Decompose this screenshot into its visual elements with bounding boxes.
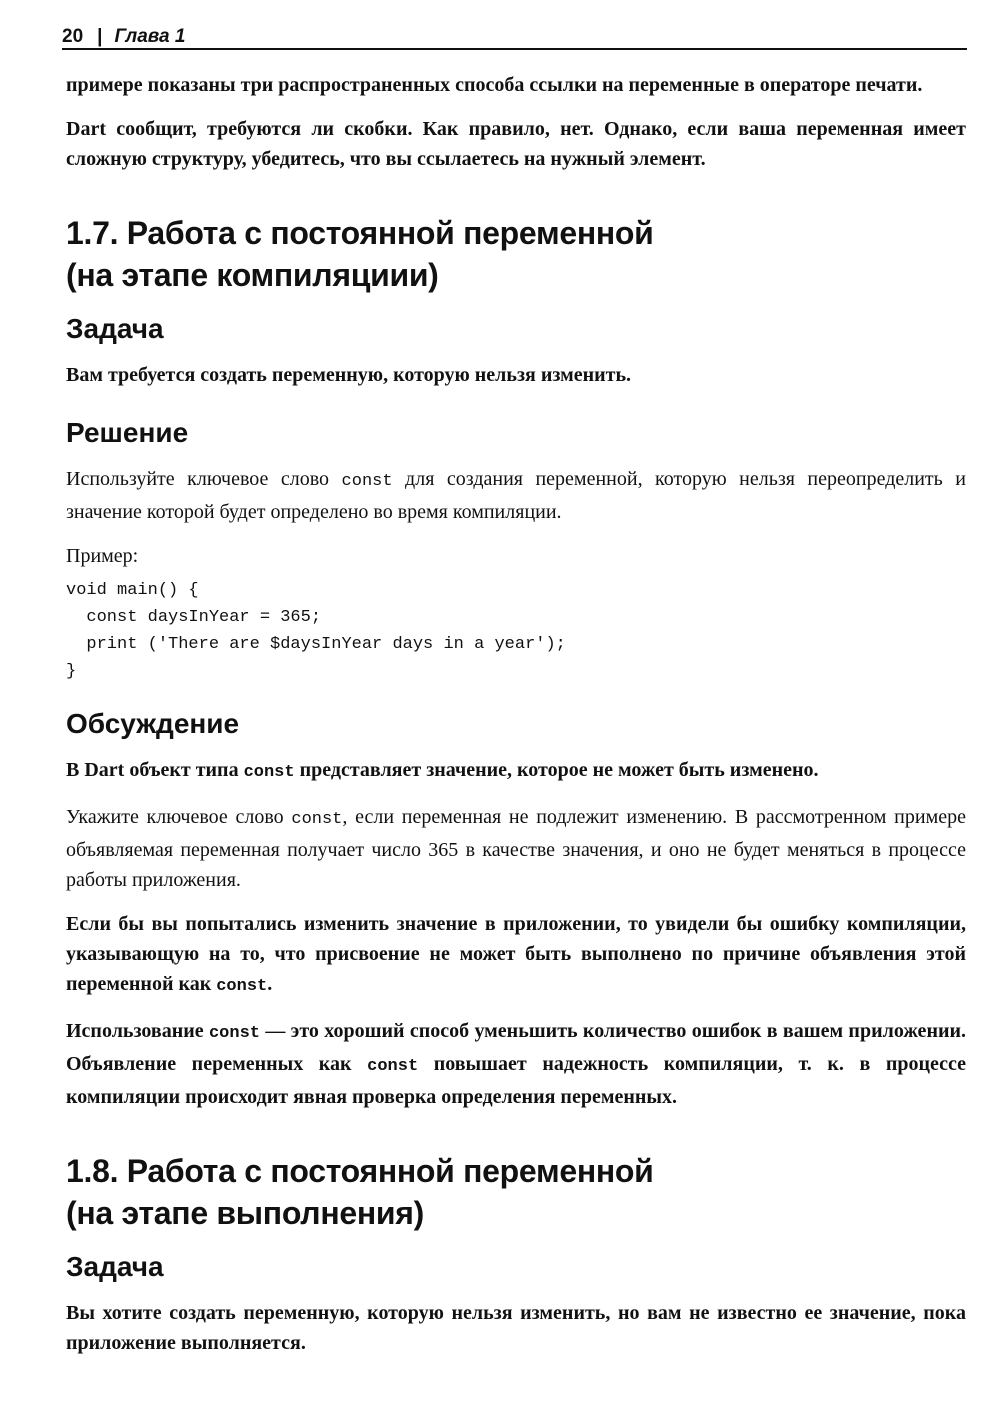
task-heading: Задача	[66, 1251, 164, 1282]
discussion-heading: Обсуждение	[66, 708, 240, 739]
discussion-paragraph-4	[66, 1016, 966, 1112]
task-text: Вам требуется создать переменную, которую нельзя изменить.	[66, 364, 632, 386]
code-line: void main() {	[66, 581, 199, 600]
discussion-paragraph-1	[66, 755, 966, 788]
running-header	[62, 26, 967, 50]
intro-paragraph-2: Dart сообщит, требуются ли скобки. Как правило, нет. Однако, если ваша переменная имеет сложную структуру, убедитесь, что вы ссылаетесь на нужный элемент.	[66, 118, 966, 170]
section-title-line: 1.8. Работа с постоянной переменной	[66, 1153, 654, 1189]
chapter-title: Глава 1	[114, 26, 186, 47]
intro-paragraph-1: примере показаны три распространенных способа ссылки на переменные в операторе печати.	[66, 74, 923, 96]
code-line: }	[66, 662, 77, 681]
code-block	[66, 577, 966, 685]
page-content	[66, 70, 966, 1372]
inline-code: const	[208, 1024, 260, 1043]
discussion-paragraph-3	[66, 909, 966, 1002]
text-run: , если переменная не подлежит изменению. В рассмотренном примере объявляемая переменная получает число 365 в качестве значения, и оно не будет меняться в процессе работы приложения.	[66, 806, 966, 891]
text-run: для создания переменной, которую нельзя переопределить и значение которой будет определено во время компиляции.	[66, 468, 966, 523]
inline-code: const	[243, 763, 295, 782]
text-run: .	[267, 973, 273, 995]
text-run: В Dart объект типа	[66, 759, 244, 781]
solution-heading: Решение	[66, 417, 189, 448]
header-separator: |	[97, 26, 103, 47]
section-title-line: (на этапе компиляциии)	[66, 257, 439, 293]
inline-code: const	[367, 1057, 419, 1076]
section-title-line: 1.7. Работа с постоянной переменной	[66, 215, 654, 251]
task-text: Вы хотите создать переменную, которую нельзя изменить, но вам не известно ее значение, пока приложение выполняется.	[66, 1302, 966, 1354]
code-line: const daysInYear = 365;	[66, 608, 322, 627]
text-run: Если бы вы попытались изменить значение в приложении, то увидели бы ошибку компиляции, указывающую на то, что присвоение не может быть выполнено по причине объявления этой переменной как	[66, 913, 966, 995]
text-run: Использование	[66, 1020, 209, 1042]
inline-code: const	[291, 810, 343, 829]
text-run: — это хороший способ уменьшить количество ошибок в вашем приложении. Объявление переменных как	[66, 1020, 967, 1075]
code-line: print ('There are $daysInYear days in a year');	[66, 635, 566, 654]
inline-code: const	[341, 472, 393, 491]
example-label: Пример:	[66, 545, 139, 567]
discussion-paragraph-2	[66, 802, 966, 895]
text-run: представляет значение, которое не может быть изменено.	[294, 759, 819, 781]
text-run: повышает надежность компиляции, т. к. в процессе компиляции происходит явная проверка определения переменных.	[66, 1053, 966, 1108]
text-run: Укажите ключевое слово	[66, 806, 292, 828]
inline-code: const	[216, 977, 268, 996]
page-number: 20	[62, 26, 84, 47]
section-1-7-title	[66, 212, 966, 296]
solution-paragraph	[66, 464, 966, 527]
section-1-8-title	[66, 1150, 966, 1234]
text-run: Используйте ключевое слово	[66, 468, 342, 490]
task-heading: Задача	[66, 313, 164, 344]
section-title-line: (на этапе выполнения)	[66, 1195, 424, 1231]
